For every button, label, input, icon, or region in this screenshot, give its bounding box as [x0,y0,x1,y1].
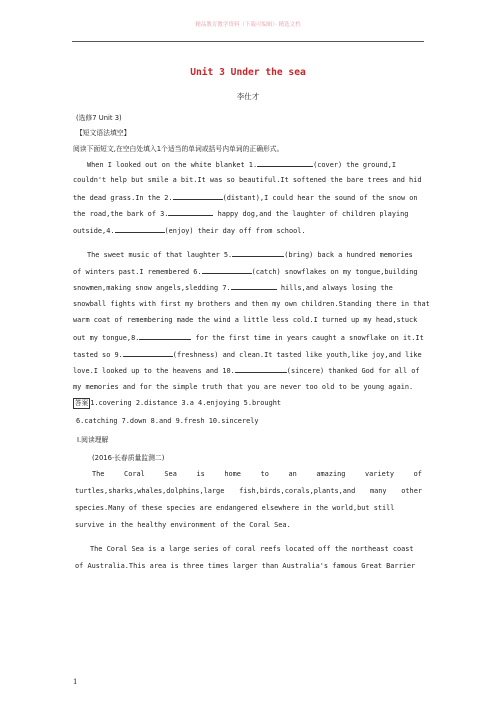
answer-blank [123,350,173,357]
answer-blank [232,250,284,257]
passage-line: the road,the bark of 3. happy dog,and the laughter of children playing [73,210,409,218]
passage-line: love.I looked up to the heavens and 10. (sincere) thanked God for all of [73,367,420,375]
header-rule [72,41,424,42]
passage-line: When I looked out on the white blanket 1. (cover) the ground,I [87,161,397,169]
reading-line: species.Many of these species are endangered elsewhere in the world,but still [75,504,395,512]
passage-line: outside,4. (enjoy) their day off from school. [73,227,306,235]
page-number: 1 [73,678,78,686]
reading-line: of Australia.This area is three times larger than Australia's famous Great Barrier [75,562,416,570]
answer-key-line: 6.catching 7.down 8.and 9.fresh 10.sincerely [76,417,259,425]
passage-line: out my tongue,8. for the first time in years caught a snowflake on it.It [73,334,424,342]
passage-line: The sweet music of that laughter 5. (bring) back a hundred memories [87,251,413,259]
section-tag: (选修7 Unit 3) [76,114,122,122]
answer-blank [115,226,165,233]
passage-line: snowmen,making snow angels,sledding 7. hills,and always losing the [73,284,393,292]
reading-line: survive in the healthy environment of the Coral Sea. [75,521,291,529]
answer-list: 1.covering 2.distance 3.a 4.enjoying 5.brought [90,399,282,407]
passage-line: of winters past.I remembered 6. (catch) snowflakes on my tongue,building [73,268,418,276]
reading-line: The Coral Sea is a large series of coral reefs located off the northeast coast [90,545,414,553]
answer-blank [231,283,277,290]
author-name: 李仕才 [236,92,260,101]
answer-blank [257,160,313,167]
page-title: Unit 3 Under the sea [190,67,306,78]
reading-line: The Coral Sea is home to an amazing variety of [92,470,422,478]
section-heading: Ⅰ.阅读理解 [77,436,109,444]
passage-line: the dead grass.In the 2. (distant),I could hear the sound of the snow on [73,194,418,202]
header-watermark: 精品教育教学资料（下载可编辑）· 精选文档 [195,22,301,28]
answer-key-line [73,398,281,409]
answer-blank [235,366,287,373]
reading-line: turtles,sharks,whales,dolphins,large fish,birds,corals,plants,and many other [75,487,422,495]
answer-label: 答案 [75,399,89,407]
passage-line: my memories and for the simple truth that you are never too old to be young again. [73,383,414,391]
answer-blank [168,209,213,216]
passage-line: snowball fights with first my brothers and then my own children.Standing there in that [73,300,430,308]
passage-line: couldn't help but smile a bit.It was so beautiful.It softened the bare trees and hid [73,176,422,184]
passage-line: warm coat of remembering made the wind a little less cold.I turned up my head,stuck [73,316,418,324]
answer-blank [173,193,223,200]
source-note: (2016·长春质量监测二) [92,454,165,462]
instructions: 阅读下面短文,在空白处填入1个适当的单词或括号内单词的正确形式。 [73,145,284,153]
passage-line: tasted so 9. (freshness) and clean.It tasted like youth,like joy,and like [73,351,422,359]
answer-blank [139,333,191,340]
answer-blank [202,267,252,274]
exercise-title: 【短文语法填空】 [76,129,131,137]
